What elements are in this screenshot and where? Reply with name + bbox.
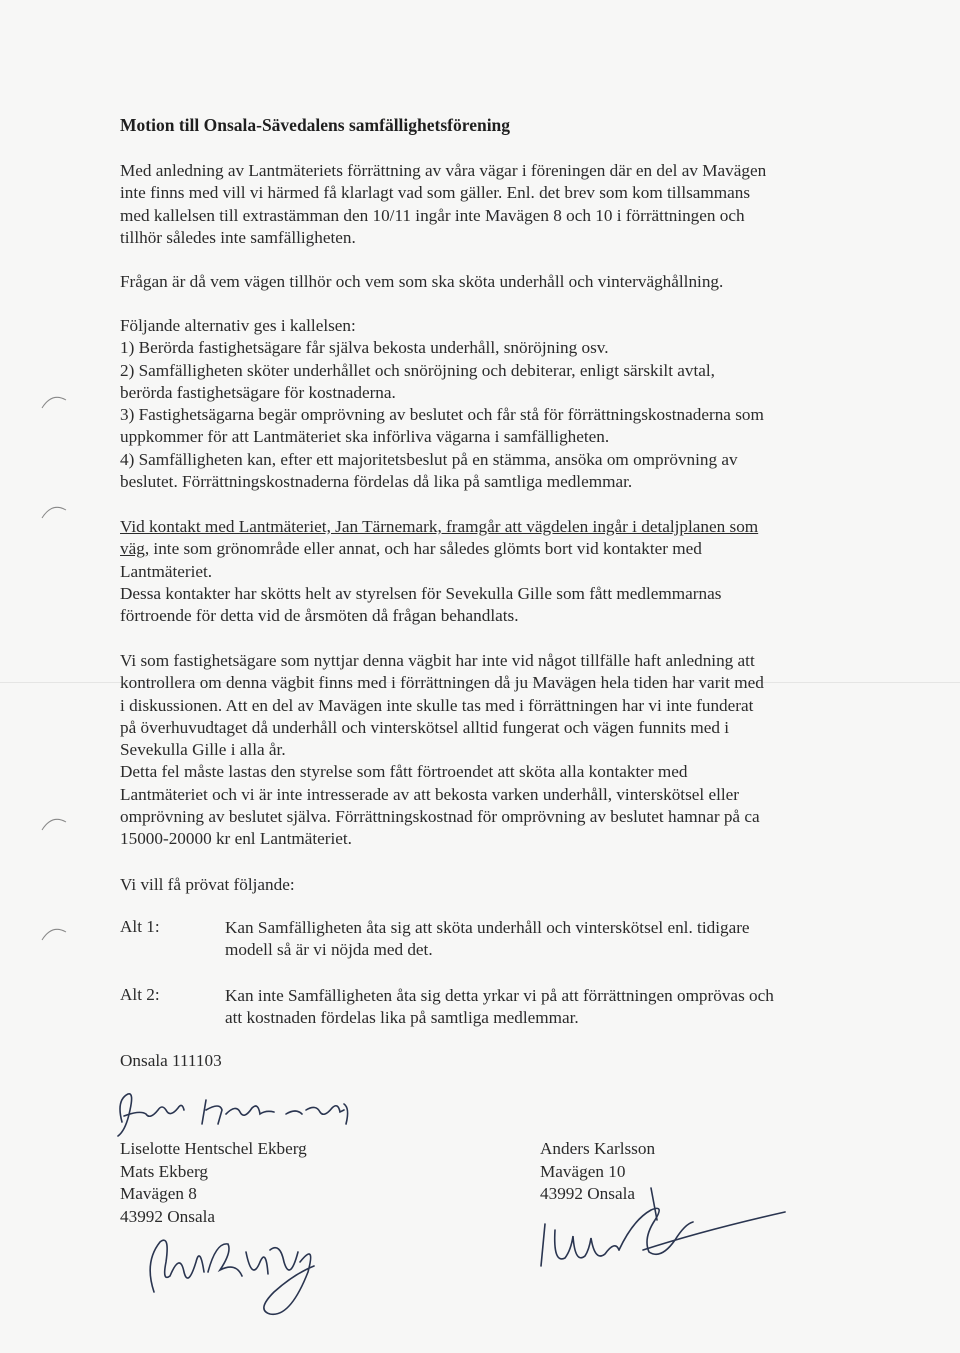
list-item-continued: beslutet. Förrättningskostnaderna fördelas då lika på samtliga medlemmar. bbox=[120, 472, 633, 492]
hole-punch-mark-icon bbox=[40, 500, 70, 520]
list-item-continued: uppkommer för att Lantmäteriet ska införliva vägarna i samfälligheten. bbox=[120, 427, 610, 447]
alt2-label: Alt 2: bbox=[120, 985, 160, 1004]
list-item: 2) Samfälligheten sköter underhållet och snöröjning och debiterar, enligt särskilt avtal, bbox=[120, 360, 715, 380]
text-line: Med anledning av Lantmäteriets förrättning av våra vägar i föreningen där en del av Mavägen bbox=[120, 161, 767, 180]
request-line bbox=[120, 874, 860, 896]
owners-paragraph bbox=[120, 650, 860, 851]
text-line: inte som grönområde eller annat, och har således glömts bort vid kontakter med bbox=[149, 539, 702, 559]
signatory-name: Liselotte Hentschel Ekberg bbox=[120, 1139, 307, 1158]
intro-paragraph bbox=[120, 160, 860, 249]
text-line: med kallelsen till extrastämman den 10/11 ingår inte Mavägen 8 och 10 i förrättningen och bbox=[120, 205, 745, 225]
text-line: att kostnaden fördelas lika på samtliga medlemmar. bbox=[225, 1008, 579, 1028]
text-line: i diskussionen. Att en del av Mavägen inte skulle tas med i förrättningen har vi inte funderat bbox=[120, 695, 754, 715]
list-item-continued: berörda fastighetsägare för kostnaderna. bbox=[120, 382, 396, 402]
place-date bbox=[120, 1050, 860, 1072]
signatory-address: Mavägen 8 bbox=[120, 1184, 197, 1204]
contact-paragraph bbox=[120, 516, 860, 627]
text-line: Vi som fastighetsägare som nyttjar denna vägbit har inte vid något tillfälle haft anledning att bbox=[120, 651, 755, 670]
text-line: Lantmäteriet. bbox=[120, 561, 213, 581]
signature-anders-icon bbox=[525, 1180, 795, 1280]
question-paragraph bbox=[120, 271, 860, 293]
alternatives-list bbox=[120, 315, 860, 493]
signatory-postcode: 43992 Onsala bbox=[540, 1184, 635, 1204]
signatory-address: Mavägen 10 bbox=[540, 1161, 626, 1181]
text-line: Vi vill få prövat följande: bbox=[120, 875, 295, 894]
underlined-text: Vid kontakt med Lantmäteriet, Jan Tärnemark, framgår att vägdelen ingår i detaljplanen som bbox=[120, 517, 759, 536]
signature-mats-icon bbox=[140, 1222, 340, 1322]
text-line: Lantmäteriet och vi är inte intresserade av att bekosta varken underhåll, vinterskötsel eller bbox=[120, 784, 739, 804]
list-item: 3) Fastighetsägarna begär omprövning av beslutet och får stå för förrättningskostnaderna som bbox=[120, 405, 764, 425]
signatory-postcode: 43992 Onsala bbox=[120, 1206, 215, 1226]
text-line: Dessa kontakter har skötts helt av styrelsen för Sevekulla Gille som fått medlemmarnas bbox=[120, 583, 722, 603]
text-line: Detta fel måste lastas den styrelse som fått förtroendet att sköta alla kontakter med bbox=[120, 762, 688, 782]
text-line: Sevekulla Gille i alla år. bbox=[120, 740, 286, 760]
signatory-name: Anders Karlsson bbox=[540, 1139, 656, 1158]
text-line: förtroende för detta vid de årsmöten då frågan behandlats. bbox=[120, 606, 519, 626]
text-line: Kan Samfälligheten åta sig att sköta underhåll och vinterskötsel enl. tidigare bbox=[225, 918, 750, 937]
signature-liselotte-icon bbox=[110, 1080, 370, 1140]
text-line: kontrollera om denna vägbit finns med i förrättningen då ju Mavägen hela tiden har varit med bbox=[120, 673, 764, 693]
text-line: Onsala 111103 bbox=[120, 1051, 222, 1070]
alternatives-intro: Följande alternativ ges i kallelsen: bbox=[120, 316, 356, 335]
document-title: Motion till Onsala-Sävedalens samfällighetsförening bbox=[120, 115, 511, 135]
list-item: 1) Berörda fastighetsägare får själva bekosta underhåll, snöröjning osv. bbox=[120, 338, 609, 358]
text-line: tillhör således inte samfälligheten. bbox=[120, 227, 356, 247]
text-line: modell så är vi nöjda med det. bbox=[225, 940, 433, 960]
text-line: Kan inte Samfälligheten åta sig detta yrkar vi på att förrättningen omprövas och bbox=[225, 986, 774, 1005]
underlined-text: väg, bbox=[120, 539, 150, 559]
signatory-name: Mats Ekberg bbox=[120, 1161, 208, 1181]
alt1-label: Alt 1: bbox=[120, 917, 160, 936]
alt2-text bbox=[225, 985, 855, 1030]
hole-punch-mark-icon bbox=[40, 390, 70, 410]
alt1-text bbox=[225, 917, 855, 962]
signatory-left bbox=[120, 1138, 307, 1228]
text-line: inte finns med vill vi härmed få klarlagt vad som gäller. Enl. det brev som kom tillsammans bbox=[120, 183, 751, 203]
text-line: omprövning av beslutet själva. Förrättningskostnad för omprövning av beslutet hamnar på ca bbox=[120, 807, 760, 827]
list-item: 4) Samfälligheten kan, efter ett majoritetsbeslut på en stämma, ansöka om omprövning av bbox=[120, 449, 738, 469]
text-line: Frågan är då vem vägen tillhör och vem som ska sköta underhåll och vinterväghållning. bbox=[120, 272, 724, 291]
hole-punch-mark-icon bbox=[40, 812, 70, 832]
text-line: 15000-20000 kr enl Lantmäteriet. bbox=[120, 829, 352, 849]
text-line: på överhuvudtaget då underhåll och vinterskötsel alltid fungerat och vägen funnits med i bbox=[120, 717, 730, 737]
hole-punch-mark-icon bbox=[40, 922, 70, 942]
